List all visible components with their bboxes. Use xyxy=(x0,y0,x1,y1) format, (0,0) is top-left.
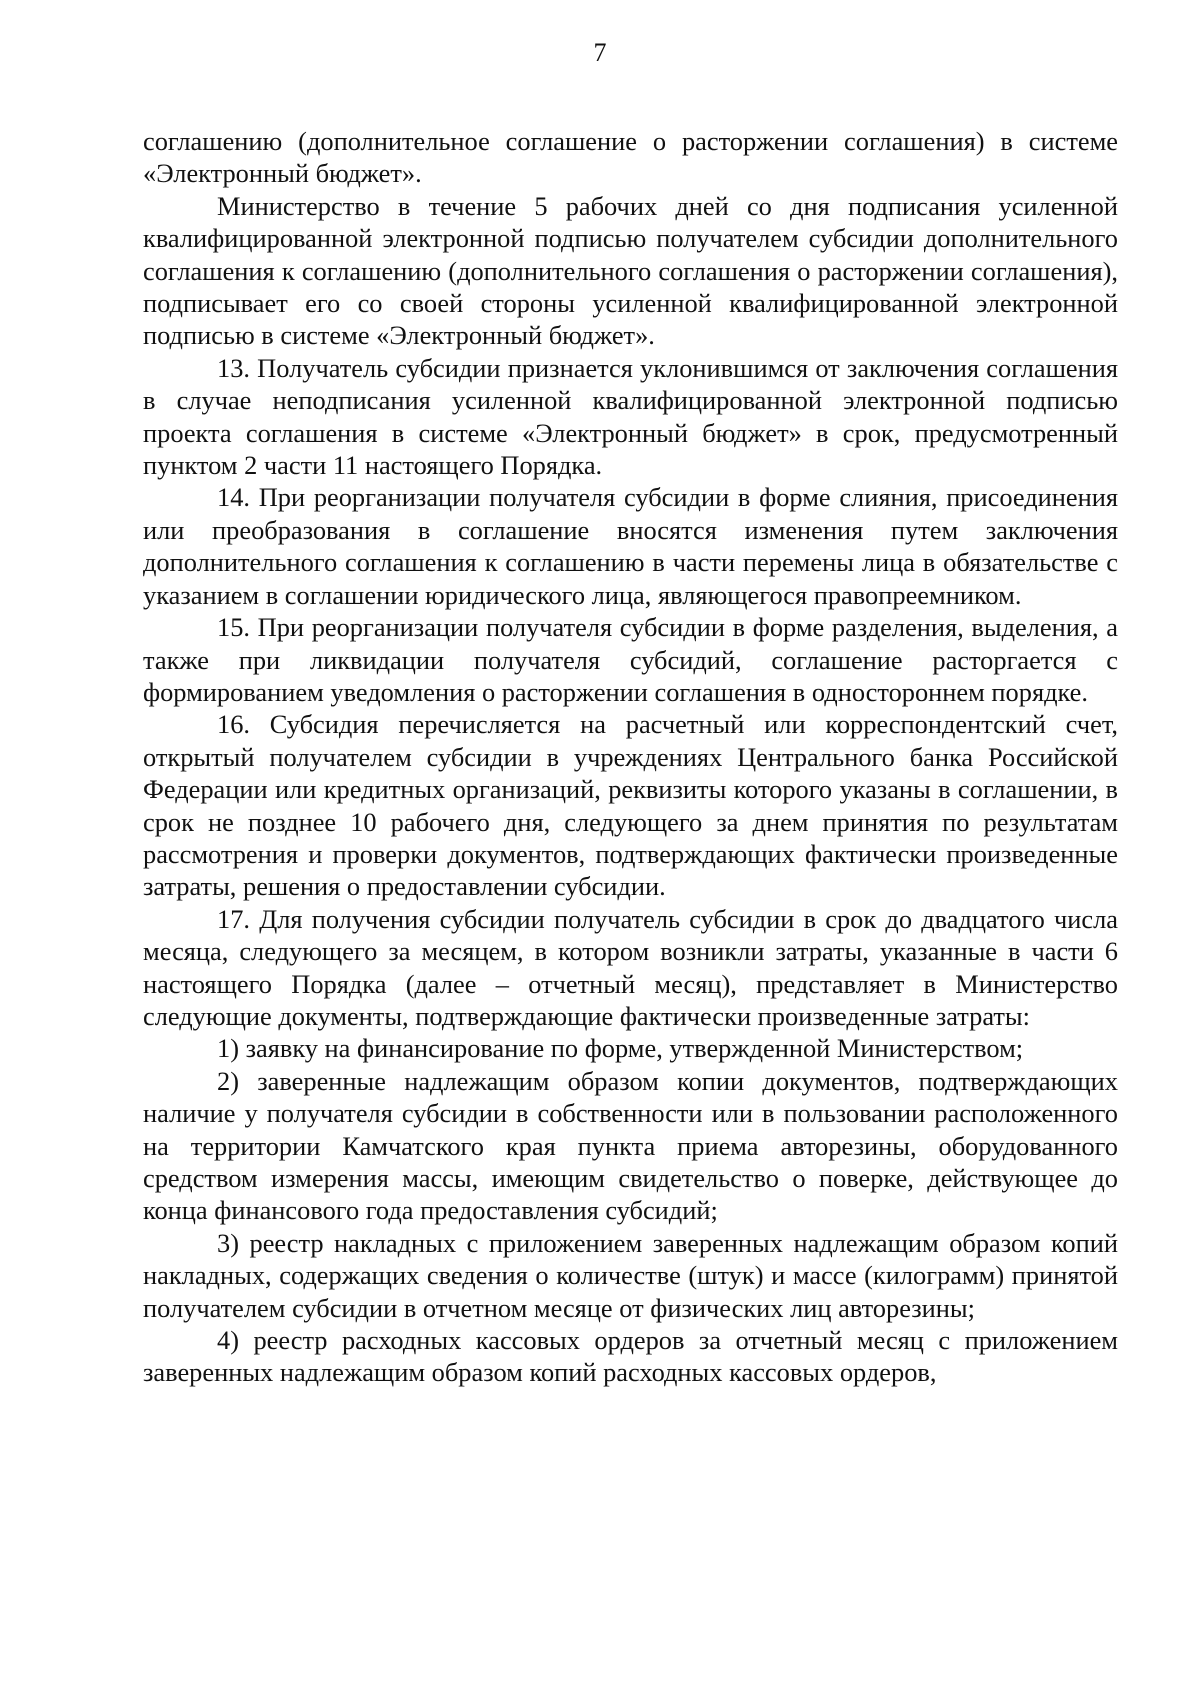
paragraph-continuation: соглашению (дополнительное соглашение о расторжении соглашения) в системе «Электронный бюджет». xyxy=(143,126,1118,189)
paragraph-14: 14. При реорганизации получателя субсидии в форме слияния, присоединения или преобразования в соглашение вносятся изменения путем заключения дополнительного соглашения к соглашению в части перемены лица в обязательстве с указанием в соглашении юридического лица, являющегося правопреемником. xyxy=(143,482,1118,610)
document-body xyxy=(143,125,1118,1389)
paragraph-ministry-signing: Министерство в течение 5 рабочих дней со дня подписания усиленной квалифицированной электронной подписью получателем субсидии дополнительного соглашения к соглашению (дополнительного соглашения о расторжении соглашения), подписывает его со своей стороны усиленной квалифицированной электронной подписью в системе «Электронный бюджет». xyxy=(143,190,1118,351)
page-number: 7 xyxy=(593,38,607,67)
list-item-4: 4) реестр расходных кассовых ордеров за отчетный месяц с приложением заверенных надлежащим образом копий расходных кассовых ордеров, xyxy=(143,1325,1118,1388)
paragraph-17: 17. Для получения субсидии получатель субсидии в срок до двадцатого числа месяца, следующего за месяцем, в котором возникли затраты, указанные в части 6 настоящего Порядка (далее – отчетный месяц), представляет в Министерство следующие документы, подтверждающие фактически произведенные затраты: xyxy=(143,903,1118,1031)
list-item-3: 3) реестр накладных с приложением заверенных надлежащим образом копий накладных, содержащих сведения о количестве (штук) и массе (килограмм) принятой получателем субсидии в отчетном месяце от физических лиц авторезины; xyxy=(143,1227,1118,1323)
paragraph-15: 15. При реорганизации получателя субсидии в форме разделения, выделения, а также при ликвидации получателя субсидий, соглашение расторгается с формированием уведомления о расторжении соглашения в одностороннем порядке. xyxy=(143,612,1118,707)
paragraph-16: 16. Субсидия перечисляется на расчетный или корреспондентский счет, открытый получателем субсидии в учреждениях Центрального банка Российской Федерации или кредитных организаций, реквизиты которого указаны в соглашении, в срок не позднее 10 рабочего дня, следующего за днем принятия по результатам рассмотрения и проверки документов, подтверждающих фактически произведенные затраты, решения о предоставлении субсидии. xyxy=(143,709,1118,902)
paragraph-13: 13. Получатель субсидии признается уклонившимся от заключения соглашения в случае неподписания усиленной квалифицированной электронной подписью проекта соглашения в системе «Электронный бюджет» в срок, предусмотренный пунктом 2 части 11 настоящего Порядка. xyxy=(143,352,1118,481)
list-item-2: 2) заверенные надлежащим образом копии документов, подтверждающих наличие у получателя субсидии в собственности или в пользовании расположенного на территории Камчатского края пункта приема авторезины, оборудованного средством измерения массы, имеющим свидетельство о поверке, действующее до конца финансового года предоставления субсидий; xyxy=(143,1065,1118,1226)
list-item-1: 1) заявку на финансирование по форме, утвержденной Министерством; xyxy=(217,1033,1024,1064)
